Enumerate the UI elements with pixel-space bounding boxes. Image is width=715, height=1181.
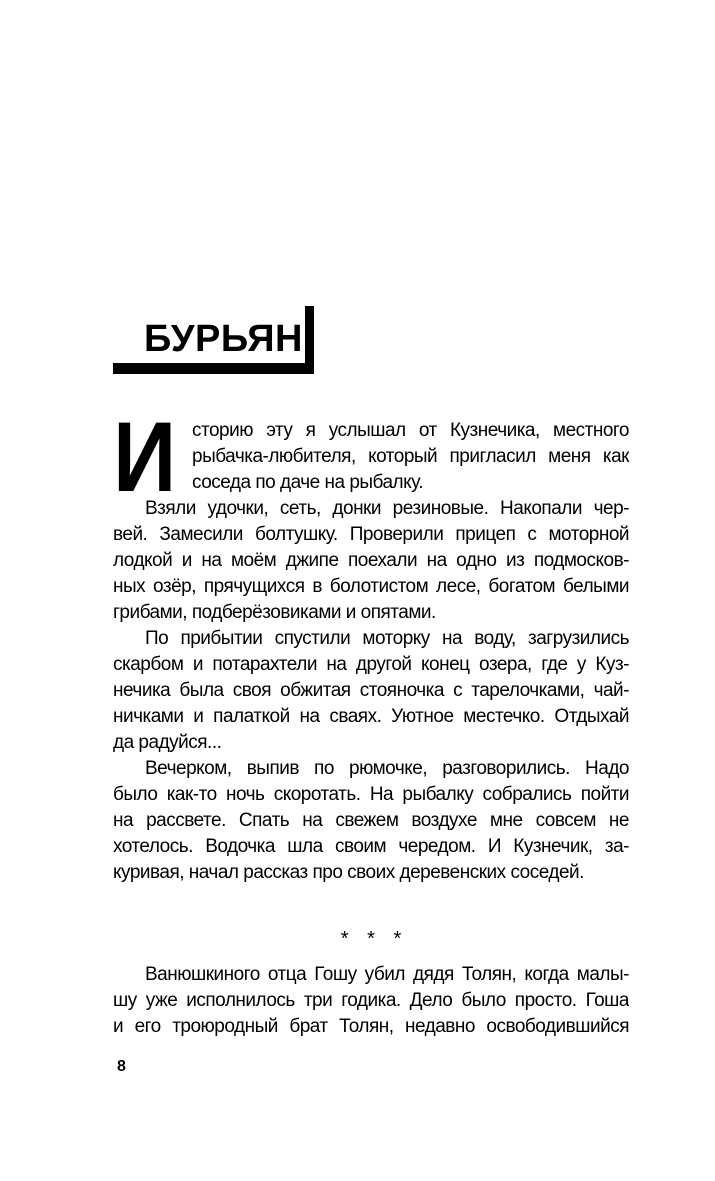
text-line: лодкой и на моём джипе поехали на одно из подмосков-	[113, 550, 629, 571]
drop-cap-glyph: И	[113, 401, 177, 512]
paragraph-group-story	[113, 962, 629, 1040]
text-line: По прибытии спустили моторку на воду, загрузились	[145, 628, 629, 649]
drop-cap-letter	[113, 401, 179, 512]
text-line: и его троюродный брат Толян, недавно освободившийся	[113, 1016, 629, 1037]
text-line: рыбачка-любителя, который пригласил меня как	[192, 446, 629, 467]
text-line: Ванюшкиного отца Гошу убил дядя Толян, когда малы-	[145, 964, 629, 985]
paragraph-group-intro	[113, 401, 629, 886]
text-line: нечика была своя обжитая стояночка с тарелочками, чай-	[113, 680, 629, 701]
text-line: соседа по даче на рыбалку.	[192, 472, 424, 493]
text-line: было как-то ночь скоротать. На рыбалку собрались пойти	[113, 784, 629, 805]
text-line: хотелось. Водочка шла своим чередом. И Кузнечик, за-	[113, 836, 629, 857]
chapter-title: БУРЬЯН	[144, 318, 303, 360]
chapter-title-block	[113, 306, 314, 374]
text-line: ных озёр, прячущихся в болотистом лесе, богатом белыми	[113, 576, 629, 597]
text-line: Взяли удочки, сеть, донки резиновые. Накопали чер-	[145, 498, 629, 519]
text-line: да радуйся...	[113, 732, 222, 753]
title-side-bar	[305, 306, 314, 374]
paragraph	[113, 962, 629, 1040]
title-underline	[113, 363, 314, 374]
text-line: сторию эту я услышал от Кузнечика, местного	[192, 420, 629, 441]
text-line: на рассвете. Спать на свежем воздухе мне совсем не	[113, 810, 629, 831]
paragraph	[113, 626, 629, 756]
text-line: Вечерком, выпив по рюмочке, разговорились. Надо	[145, 758, 629, 779]
text-line: шу уже исполнилось три годика. Дело было просто. Гоша	[113, 990, 629, 1011]
paragraph	[113, 496, 629, 626]
text-line: скарбом и потарахтели на другой конец озера, где у Куз-	[113, 654, 629, 675]
page-number: 8	[117, 1058, 126, 1075]
text-line: вей. Замесили болтушку. Проверили прицеп с моторной	[113, 524, 629, 545]
section-separator: * * *	[340, 928, 402, 950]
text-line: ничками и палаткой на сваях. Уютное местечко. Отдыхай	[113, 706, 629, 727]
text-line: грибами, подберёзовиками и опятами.	[113, 602, 436, 623]
chapter-text	[113, 401, 629, 1040]
paragraph	[113, 756, 629, 886]
text-line: куривая, начал рассказ про своих деревенских соседей.	[113, 862, 584, 883]
